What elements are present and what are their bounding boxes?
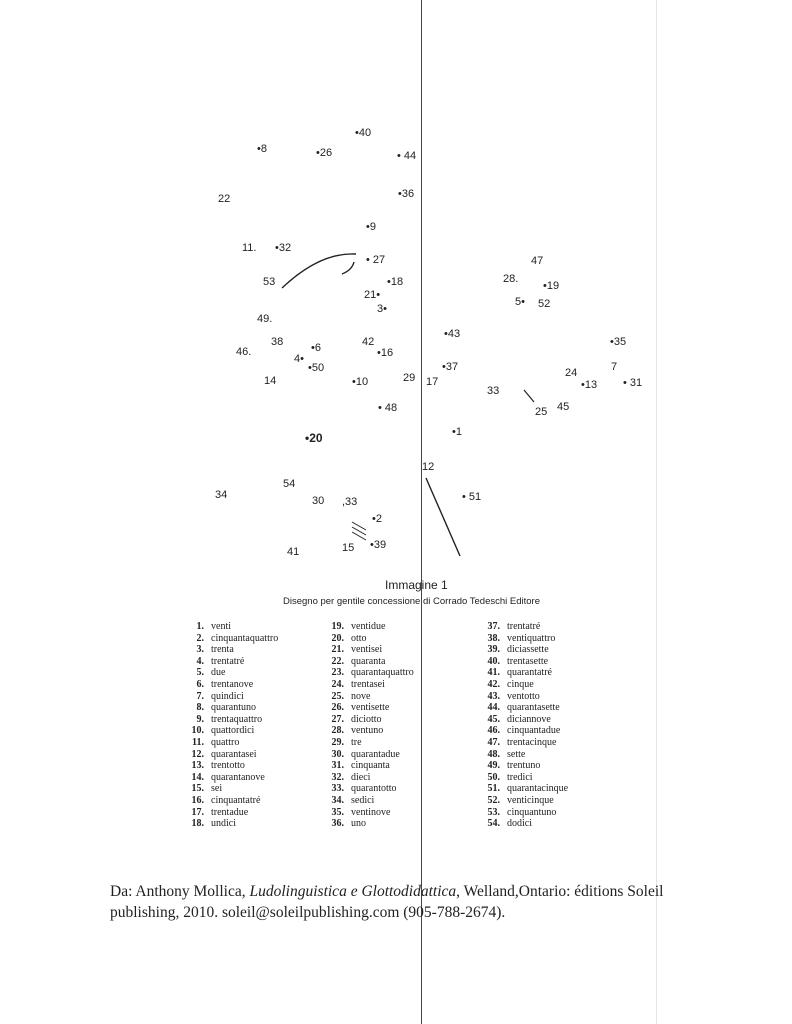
legend-word: ventisei	[351, 644, 383, 656]
dot-label: •36	[398, 188, 415, 200]
legend-row	[322, 714, 414, 726]
short-stroke	[524, 390, 534, 402]
legend-word: diciassette	[507, 644, 549, 656]
legend-word: cinquantatré	[211, 794, 261, 806]
legend-row	[478, 818, 568, 830]
legend-number: 10.	[191, 725, 204, 737]
legend-number: 49.	[487, 760, 500, 772]
legend-row	[322, 691, 414, 703]
legend-row	[182, 760, 278, 772]
legend-row	[322, 760, 414, 772]
legend-number: 24.	[331, 678, 344, 690]
legend-number: 4.	[196, 655, 204, 667]
legend-word: venti	[211, 621, 231, 632]
legend-word: trentatré	[507, 621, 541, 632]
dot-label: 53	[263, 276, 276, 288]
legend-number: 48.	[487, 748, 500, 760]
legend-number: 11.	[192, 736, 204, 748]
legend-number: 31.	[331, 760, 344, 772]
dot-label: 7	[611, 361, 618, 373]
legend-word: uno	[351, 818, 366, 830]
legend-column-1	[182, 621, 278, 830]
legend-row	[478, 760, 568, 772]
dot-label: • 44	[397, 150, 417, 162]
legend-row	[182, 737, 278, 749]
legend-row	[478, 644, 568, 656]
dot-label: 42	[362, 336, 375, 348]
dot-label: • 48	[378, 402, 398, 414]
dot-label: •6	[311, 342, 321, 354]
figure-caption-credit: Disegno per gentile concessione di Corrado Tedeschi Editore	[283, 596, 541, 607]
legend-row	[322, 725, 414, 737]
dot-label: 38	[271, 336, 284, 348]
dot-label: 22	[218, 193, 231, 205]
legend-word: due	[211, 667, 226, 679]
dot-label: •20	[305, 431, 323, 445]
hook-stroke	[342, 262, 354, 274]
legend-row	[322, 656, 414, 668]
legend-row	[322, 818, 414, 830]
legend-word: trenta	[211, 644, 234, 656]
legend-number: 14.	[191, 771, 204, 783]
legend-number: 40.	[487, 655, 500, 667]
legend-word: ventidue	[351, 621, 386, 632]
legend-row	[322, 783, 414, 795]
dot-label: 24	[565, 367, 578, 379]
legend-row	[322, 702, 414, 714]
legend-number: 29.	[331, 736, 344, 748]
dot-label: •40	[355, 127, 372, 139]
dot-label: •8	[257, 143, 267, 155]
legend-word: ventotto	[507, 690, 540, 702]
dot-label: 49.	[257, 313, 273, 325]
legend-row	[322, 621, 414, 633]
dot-label: •18	[387, 276, 404, 288]
legend-word: quaranta	[351, 655, 386, 667]
dot-label: •26	[316, 147, 333, 159]
legend-word: trentatré	[211, 655, 245, 667]
dot-label: 12	[422, 461, 435, 473]
legend-word: quarantatré	[507, 667, 552, 679]
legend-word: quarantasette	[507, 702, 560, 714]
legend-row	[478, 772, 568, 784]
legend-number: 52.	[487, 794, 500, 806]
dot-label: 25	[535, 406, 548, 418]
dot-label: 33	[487, 385, 500, 397]
legend-row	[182, 667, 278, 679]
source-citation	[110, 881, 710, 923]
legend-number: 8.	[196, 702, 204, 714]
legend-row	[478, 633, 568, 645]
legend-number: 27.	[331, 713, 344, 725]
legend-row	[322, 772, 414, 784]
legend-row	[478, 795, 568, 807]
legend-row	[182, 644, 278, 656]
legend-number: 45.	[487, 713, 500, 725]
legend-word: ventinove	[351, 806, 391, 818]
legend-word: diciannove	[507, 713, 551, 725]
legend-word: sette	[507, 748, 526, 760]
legend-word: ventuno	[351, 725, 384, 737]
dot-label: •10	[352, 376, 369, 388]
legend-number: 46.	[487, 725, 500, 737]
legend-word: quarantaquattro	[351, 667, 414, 679]
legend-word: sedici	[351, 794, 375, 806]
legend-row	[182, 772, 278, 784]
legend-word: quarantadue	[351, 748, 400, 760]
legend-number: 39.	[487, 644, 500, 656]
dot-label: 46.	[236, 346, 252, 358]
legend-number: 26.	[331, 702, 344, 714]
legend-word: ventiquattro	[507, 632, 556, 644]
legend-row	[182, 807, 278, 819]
legend-word: cinquanta	[351, 760, 390, 772]
legend-word: trentadue	[211, 806, 249, 818]
legend-number: 15.	[191, 783, 204, 795]
citation-book-title: Ludolinguistica e Glottodidattica	[249, 883, 457, 900]
legend-number: 47.	[487, 736, 500, 748]
legend-row	[322, 679, 414, 691]
legend-word: dieci	[351, 771, 371, 783]
legend-word: ventisette	[351, 702, 390, 714]
legend-number: 44.	[487, 702, 500, 714]
dot-label: 54	[283, 478, 296, 490]
legend-row	[182, 725, 278, 737]
legend-row	[182, 691, 278, 703]
legend-row	[478, 783, 568, 795]
legend-number: 25.	[331, 690, 344, 702]
legend-number: 41.	[487, 667, 500, 679]
legend-column-2	[322, 621, 414, 830]
legend-number: 16.	[191, 794, 204, 806]
legend-word: quarantacinque	[507, 783, 569, 795]
legend-column-3	[478, 621, 568, 830]
legend-number: 43.	[487, 690, 500, 702]
legend-row	[182, 656, 278, 668]
legend-number: 18.	[191, 818, 204, 830]
dot-label: •1	[452, 426, 462, 438]
dot-label: •39	[370, 539, 387, 551]
legend-number: 30.	[331, 748, 344, 760]
legend-number: 12.	[191, 748, 204, 760]
legend-number: 33.	[331, 783, 344, 795]
dot-label: •37	[442, 361, 459, 373]
legend-word: quarantanove	[211, 771, 265, 783]
dot-label: • 31	[623, 377, 643, 389]
legend-row	[478, 621, 568, 633]
legend-word: cinquantaquattro	[211, 632, 279, 644]
dot-label: •2	[372, 513, 382, 525]
legend-number: 2.	[196, 632, 204, 644]
dot-label: 17	[426, 376, 439, 388]
legend-row	[478, 667, 568, 679]
legend-row	[478, 702, 568, 714]
legend-row	[478, 725, 568, 737]
dot-label: •16	[377, 347, 394, 359]
legend-word: trentacinque	[507, 736, 557, 748]
dot-label: •9	[366, 221, 376, 233]
dot-label: 41	[287, 546, 300, 558]
legend-number: 3.	[196, 644, 204, 656]
legend-row	[182, 679, 278, 691]
dot-label: • 27	[366, 254, 386, 266]
dot-label: 15	[342, 542, 355, 554]
dot-label: •50	[308, 362, 325, 374]
dot-label: •32	[275, 242, 292, 254]
legend-number: 5.	[196, 667, 204, 679]
legend-row	[182, 795, 278, 807]
legend-word: trentanove	[211, 678, 254, 690]
legend-number: 19.	[331, 621, 344, 632]
legend-word: cinquantadue	[507, 725, 561, 737]
legend-number: 28.	[331, 725, 344, 737]
legend-word: nove	[351, 690, 371, 702]
legend-row	[182, 621, 278, 633]
legend-number: 13.	[191, 760, 204, 772]
legend-number: 53.	[487, 806, 500, 818]
dot-label: •43	[444, 328, 461, 340]
legend-word: trentotto	[211, 760, 245, 772]
legend-row	[478, 807, 568, 819]
legend-row	[182, 714, 278, 726]
legend-word: sei	[211, 783, 223, 795]
legend-number: 42.	[487, 678, 500, 690]
dot-label: 52	[538, 298, 551, 310]
legend-word: quarantotto	[351, 783, 397, 795]
dot-label: 45	[557, 401, 570, 413]
legend-row	[182, 783, 278, 795]
dot-label: 47	[531, 255, 544, 267]
legend-number: 17.	[191, 806, 204, 818]
legend-row	[322, 644, 414, 656]
legend-word: trentuno	[507, 760, 541, 772]
legend-number: 50.	[487, 771, 500, 783]
legend-word: quindici	[211, 690, 244, 702]
legend-row	[478, 714, 568, 726]
dot-label: 21•	[364, 289, 381, 301]
dot-label: 30	[312, 495, 325, 507]
dot-label: ,33	[342, 496, 358, 508]
legend-row	[478, 691, 568, 703]
legend-word: otto	[351, 632, 367, 644]
legend-number: 54.	[487, 818, 500, 830]
legend-number: 1.	[196, 621, 204, 632]
dot-label: •19	[543, 280, 560, 292]
legend-row	[322, 737, 414, 749]
legend-word: trentaquattro	[211, 713, 263, 725]
dot-label: 5•	[515, 296, 525, 308]
legend-word: dodici	[507, 818, 532, 830]
legend-number: 32.	[331, 771, 344, 783]
legend-word: trentasette	[507, 655, 549, 667]
legend-row	[182, 818, 278, 830]
legend-row	[182, 749, 278, 761]
legend-row	[182, 702, 278, 714]
legend-word: cinquantuno	[507, 806, 557, 818]
legend-number: 35.	[331, 806, 344, 818]
legend-word: diciotto	[351, 713, 382, 725]
dot-label: 14	[264, 375, 277, 387]
legend-row	[478, 749, 568, 761]
legend-number: 34.	[331, 794, 344, 806]
citation-suffix: , Welland,Ontario: éditions Soleil publishing, 2010. soleil@soleilpublishing.com (905-788-2674).	[110, 883, 664, 921]
legend-row	[182, 633, 278, 645]
legend-word: quarantuno	[211, 702, 256, 714]
legend-number: 51.	[487, 783, 500, 795]
dot-label: 3•	[377, 303, 387, 315]
dot-label: 29	[403, 372, 416, 384]
legend-number: 38.	[487, 632, 500, 644]
legend-row	[322, 667, 414, 679]
legend-number: 23.	[331, 667, 344, 679]
legend-row	[322, 749, 414, 761]
legend-word: quattro	[211, 736, 240, 748]
legend-number: 21.	[331, 644, 344, 656]
dot-label: •13	[581, 379, 598, 391]
legend-number: 20.	[331, 632, 344, 644]
legend-row	[478, 656, 568, 668]
legend-number: 36.	[331, 818, 344, 830]
legend-row	[478, 737, 568, 749]
legend-number: 7.	[196, 690, 204, 702]
legend-word: tredici	[507, 771, 533, 783]
dot-label: 4•	[294, 353, 304, 365]
figure-caption-title: Immagine 1	[385, 578, 448, 592]
arc-stroke	[282, 254, 356, 288]
legend-word: cinque	[507, 678, 534, 690]
dot-label: 28.	[503, 273, 519, 285]
legend-number: 22.	[331, 655, 344, 667]
legend-number: 6.	[196, 678, 204, 690]
legend-word: trentasei	[351, 678, 385, 690]
dot-label: 11.	[242, 242, 257, 254]
dot-label: 34	[215, 489, 228, 501]
legend-row	[478, 679, 568, 691]
dot-label: • 51	[462, 491, 482, 503]
legend-number: 9.	[196, 713, 204, 725]
legend-number: 37.	[487, 621, 500, 632]
legend-word: quarantasei	[211, 748, 257, 760]
citation-prefix: Da: Anthony Mollica,	[110, 883, 250, 900]
hatch-strokes	[352, 522, 366, 540]
legend-word: undici	[211, 818, 236, 830]
legend-row	[322, 807, 414, 819]
legend-row	[322, 795, 414, 807]
legend-word: venticinque	[507, 794, 554, 806]
legend-word: quattordici	[211, 725, 255, 737]
stem-stroke	[426, 478, 460, 556]
legend-word: tre	[351, 736, 362, 748]
legend-row	[322, 633, 414, 645]
dot-label: •35	[610, 336, 627, 348]
